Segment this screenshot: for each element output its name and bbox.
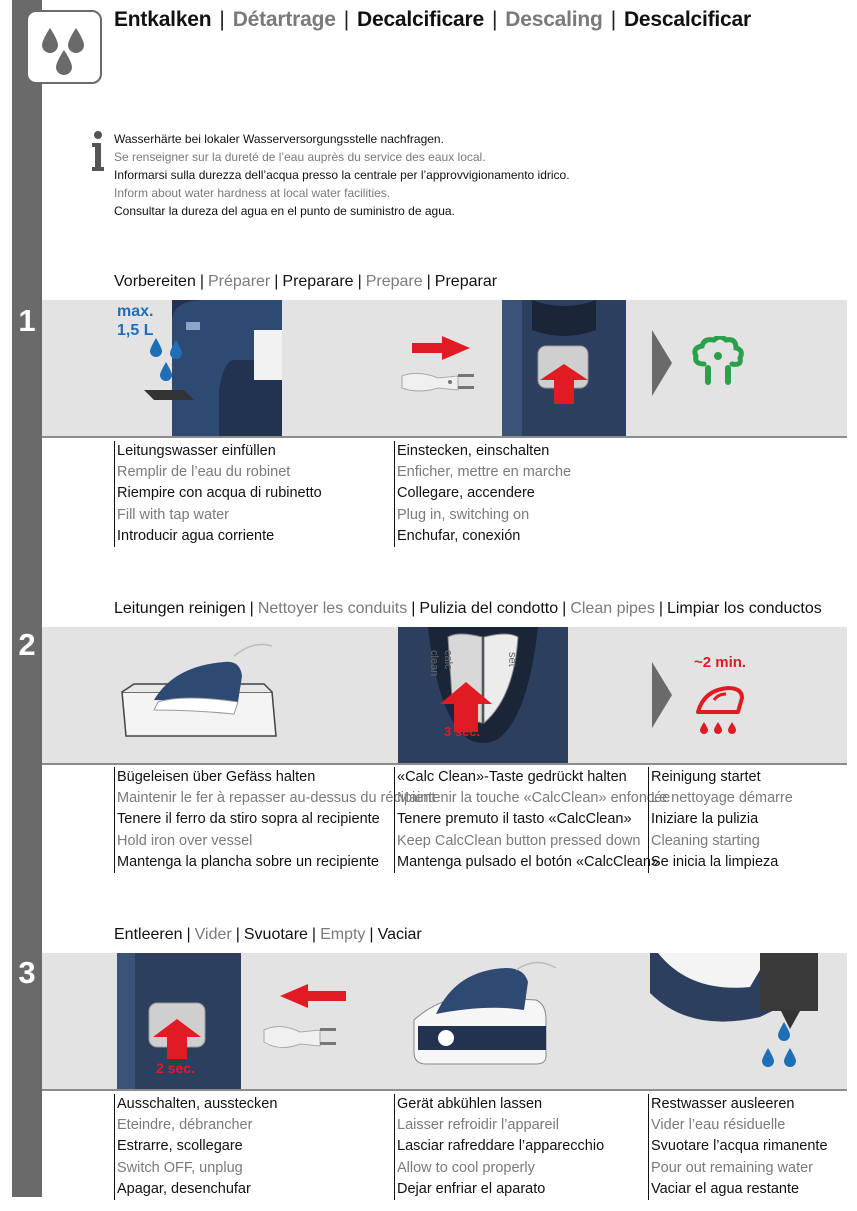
step2-col1-fr: Maintenir le fer à repasser au-dessus du récipient [117,790,436,807]
step1-heading-en: Prepare [365,273,423,290]
step3-col1-text [114,1094,277,1200]
title-es: Descalcificar [623,8,751,31]
step3-col3-fr: Vider l’eau résiduelle [651,1117,786,1134]
hold-2sec-label: 2 sec. [156,1060,195,1076]
step2-col1-text [114,767,435,873]
step2-col2-de: «Calc Clean»-Taste gedrückt halten [397,769,627,785]
step3-col3-it: Svuotare l’acqua rimanente [651,1138,828,1155]
step3-col3-de: Restwasser ausleeren [651,1096,795,1112]
step3-rule [42,1089,847,1091]
title-fr: Détartrage [232,8,336,31]
step3-col1-fr: Eteindre, débrancher [117,1117,253,1134]
info-icon [90,130,106,172]
step2-col2-it: Tenere premuto il tasto «CalcClean» [397,811,632,828]
info-line-it: Informarsi sulla durezza dell’acqua presso la centrale per l’approvvigionamento idrico. [114,168,570,182]
step2-heading-de: Leitungen reinigen [114,600,246,617]
chevron-right-icon-2 [652,662,672,728]
step2-col3-es: Se inicia la limpieza [651,853,779,870]
step1-heading-es: Preparar [434,273,498,290]
plug-in-image [398,330,488,410]
step2-col3-text [648,767,793,873]
step3-heading-en: Empty [320,926,366,943]
step3-col1-it: Estrarre, scollegare [117,1138,243,1155]
calc-button-label: calc [442,650,454,670]
set-button-label: set [506,652,518,667]
water-drops-blue-icon [148,336,188,386]
step3-heading-it: Svuotare [243,926,308,943]
step3-col1-en: Switch OFF, unplug [117,1159,243,1176]
step2-col3-fr: Le nettoyage démarre [651,790,793,807]
step1-col2-it: Collegare, accendere [397,485,535,502]
info-text [114,130,570,220]
step1-col2-es: Enchufar, conexión [397,527,521,544]
step1-heading: Vorbereiten | Préparer | Preparare | Prepare | Preparar [114,273,498,290]
clean-button-label: clean [428,650,440,677]
step1-col1-es: Introducir agua corriente [117,527,275,544]
info-line-en: Inform about water hardness at local water facilities. [114,186,391,200]
steam-green-icon [690,336,746,390]
step2-col1-it: Tenere il ferro da stiro sopra al recipiente [117,811,380,828]
chevron-right-icon [652,330,672,396]
step3-heading: Entleeren | Vider | Svuotare | Empty | Vaciar [114,926,422,943]
step2-col2-text [394,767,670,873]
water-drops-blue-icon-2 [760,1020,800,1072]
step3-col1-es: Apagar, desenchufar [117,1180,251,1197]
step3-col2-en: Allow to cool properly [397,1159,535,1176]
iron-steam-red-icon [694,680,748,740]
step1-col1-it: Riempire con acqua di rubinetto [117,485,322,502]
step2-col1-en: Hold iron over vessel [117,832,253,849]
step3-heading-de: Entleeren [114,926,183,943]
iron-base-power-button-image [502,300,626,436]
step1-heading-fr: Préparer [208,273,271,290]
step3-col2-fr: Laisser refroidir l’appareil [397,1117,559,1134]
max-label: max. [117,303,154,320]
step2-heading-en: Clean pipes [570,600,655,617]
step2-heading-it: Pulizia del condotto [419,600,559,617]
step1-col1-en: Fill with tap water [117,506,230,523]
step1-rule [42,436,847,438]
info-line-de: Wasserhärte bei lokaler Wasserversorgungsstelle nachfragen. [114,132,444,146]
water-drops-icon [26,10,102,84]
cooling-station-image [406,960,558,1084]
step2-col2-fr: Maintenir la touche «CalcClean» enfoncée [397,790,671,807]
step-number-2: 2 [18,627,36,662]
step-number-1: 1 [18,303,36,338]
info-line-es: Consultar la dureza del agua en el punto de suministro de agua. [114,204,455,218]
step2-col3-it: Iniziare la pulizia [651,811,759,828]
step3-heading-es: Vaciar [377,926,422,943]
step2-heading-fr: Nettoyer les conduits [257,600,408,617]
step2-heading: Leitungen reinigen | Nettoyer les conduits | Pulizia del condotto | Clean pipes | Limpiar los conductos [114,600,822,617]
step1-col1-de: Leitungswasser einfüllen [117,443,276,459]
step3-col3-es: Vaciar el agua restante [651,1180,800,1197]
sidebar-bar [12,0,42,1197]
step3-col3-text [648,1094,828,1200]
step-number-3: 3 [18,955,36,990]
step2-col1-es: Mantenga la plancha sobre un recipiente [117,853,379,870]
step1-col2-text [394,441,571,547]
step3-col2-it: Lasciar rafreddare l’apparecchio [397,1138,605,1155]
step3-col2-es: Dejar enfriar el aparato [397,1180,546,1197]
iron-over-vessel-image [114,636,284,754]
duration-label: ~2 min. [694,654,747,671]
step3-col1-de: Ausschalten, ausstecken [117,1096,278,1112]
page-title: Entkalken | Détartrage | Decalcificare | Descaling | Descalcificar [114,8,751,31]
step1-col1-fr: Remplir de l’eau du robinet [117,464,291,481]
hold-3sec-label: 3 sec. [444,724,481,739]
step3-col2-text [394,1094,604,1200]
title-de: Entkalken [114,8,212,31]
step2-rule [42,763,847,765]
step2-col2-es: Mantenga pulsado el botón «CalcClean» [397,853,659,870]
step3-col2-de: Gerät abkühlen lassen [397,1096,543,1112]
step2-col3-de: Reinigung startet [651,769,761,785]
step3-col3-en: Pour out remaining water [651,1159,813,1176]
step2-col3-en: Cleaning starting [651,832,760,849]
step1-heading-de: Vorbereiten [114,273,196,290]
unplug-image [262,976,352,1066]
step1-col2-fr: Enficher, mettre en marche [397,464,572,481]
step1-col1-text [114,441,322,547]
step1-heading-it: Preparare [282,273,354,290]
step1-col2-en: Plug in, switching on [397,506,530,523]
step1-col2-de: Einstecken, einschalten [397,443,550,459]
title-it: Decalcificare [357,8,484,31]
info-line-fr: Se renseigner sur la dureté de l’eau auprès du service des eaux local. [114,150,486,164]
step2-col1-de: Bügeleisen über Gefäss halten [117,769,316,785]
step2-heading-es: Limpiar los conductos [666,600,822,617]
volume-label: 1,5 L [117,322,154,339]
step3-heading-fr: Vider [194,926,232,943]
title-en: Descaling [505,8,603,31]
step2-col2-en: Keep CalcClean button pressed down [397,832,641,849]
